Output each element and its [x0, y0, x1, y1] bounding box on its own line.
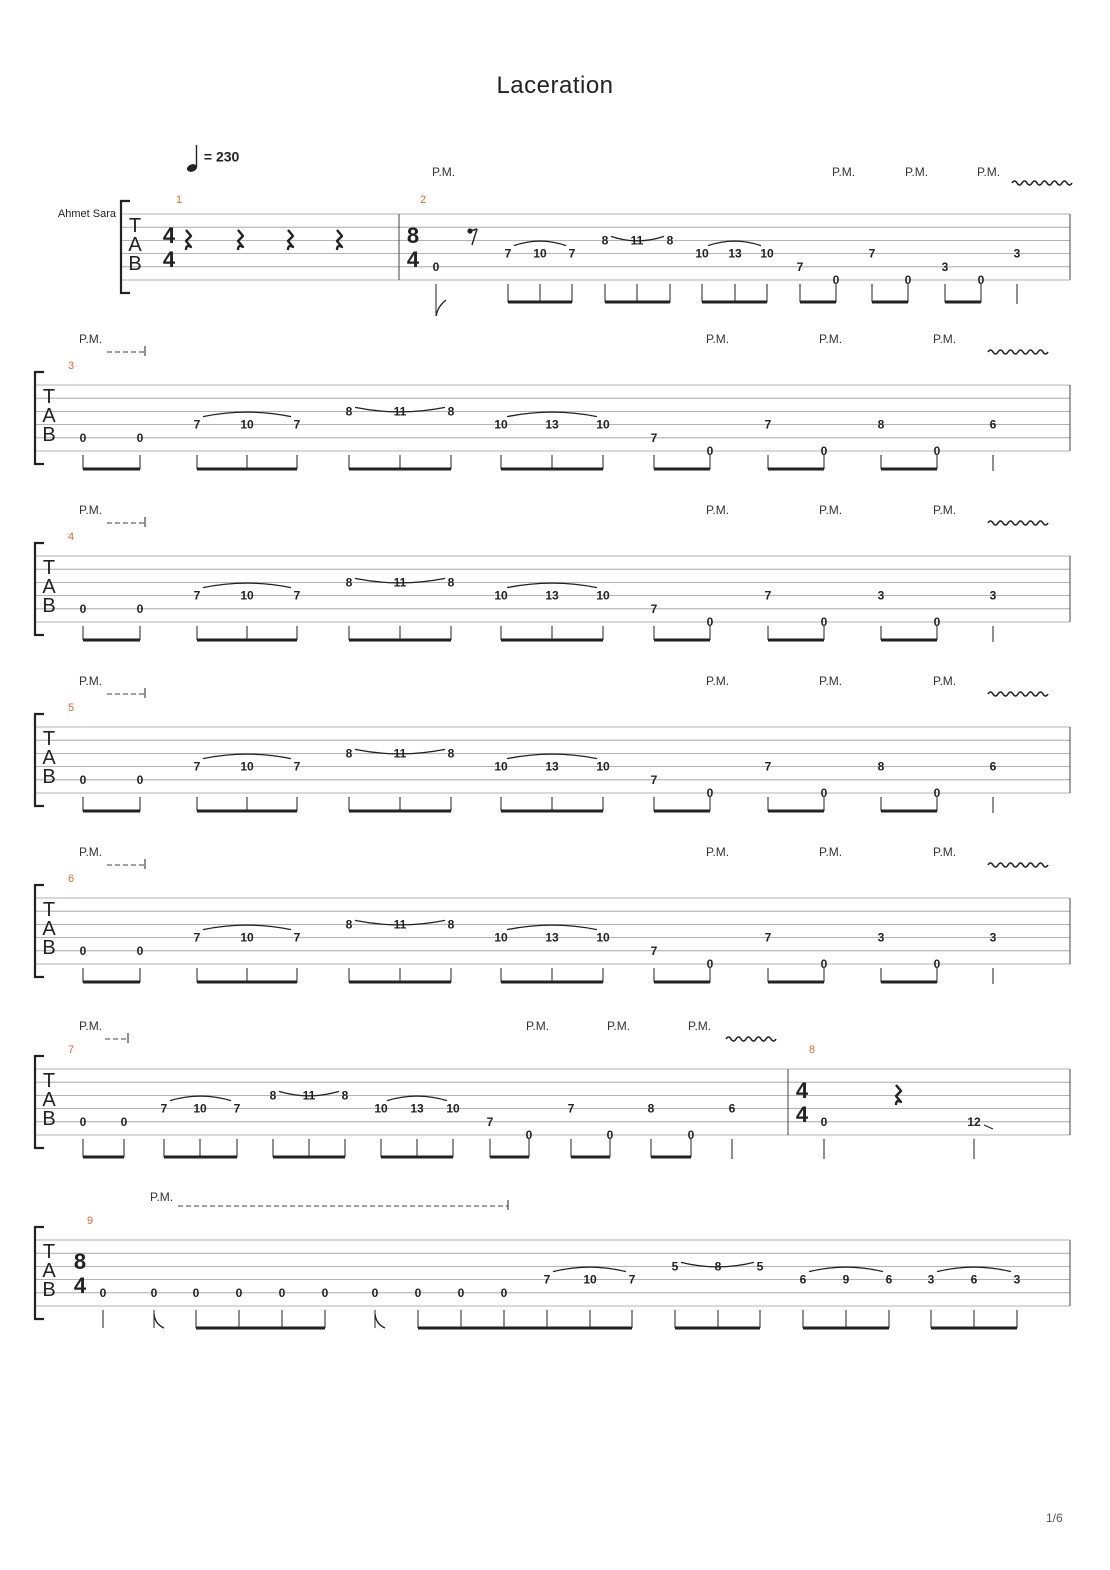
- palm-mute-label: P.M.: [819, 332, 843, 346]
- fret-number: 13: [410, 1101, 424, 1116]
- tab-clef-letter: T: [42, 728, 56, 750]
- fret-number: 0: [321, 1285, 329, 1300]
- fret-number: 11: [393, 575, 407, 590]
- fret-number: 13: [728, 246, 742, 261]
- fret-number: 0: [820, 615, 828, 629]
- fret-number: 7: [650, 943, 658, 958]
- fret-number: 0: [278, 1285, 286, 1300]
- fret-number: 8: [447, 917, 455, 932]
- fret-number: 8: [345, 746, 353, 761]
- fret-number: 8: [345, 404, 353, 419]
- palm-mute-label: P.M.: [706, 845, 730, 859]
- tab-clef-letter: A: [42, 576, 56, 598]
- fret-number: 8: [341, 1088, 349, 1103]
- fret-number: 3: [1013, 246, 1021, 261]
- fret-number: 3: [941, 259, 949, 274]
- fret-number: 7: [868, 246, 876, 261]
- fret-number: 7: [293, 759, 301, 774]
- tab-clef-letter: A: [42, 1260, 56, 1282]
- tab-clef-letter: B: [42, 937, 56, 959]
- fret-number: 7: [543, 1272, 551, 1287]
- tie-slur: [387, 1096, 447, 1101]
- vibrato-mark: [1012, 181, 1072, 185]
- fret-number: 0: [192, 1285, 200, 1300]
- fret-number: 10: [240, 930, 254, 945]
- note-flag: [375, 1314, 385, 1328]
- tab-clef-letter: B: [42, 595, 56, 617]
- fret-number: 0: [687, 1128, 695, 1142]
- fret-number: 11: [302, 1088, 316, 1103]
- fret-number: 7: [504, 246, 512, 261]
- fret-number: 10: [240, 588, 254, 603]
- measure-number: 1: [175, 194, 183, 206]
- tab-clef-letter: T: [42, 899, 56, 921]
- fret-number: 7: [650, 772, 658, 787]
- fret-number: 7: [628, 1272, 636, 1287]
- fret-number: 8: [447, 746, 455, 761]
- fret-number: 8: [877, 759, 885, 774]
- palm-mute-label: P.M.: [933, 503, 957, 517]
- fret-number: 7: [293, 930, 301, 945]
- fret-number: 10: [193, 1101, 207, 1116]
- fret-number: 7: [193, 588, 201, 603]
- fret-number: 0: [525, 1128, 533, 1142]
- time-signature-top: 8: [406, 223, 420, 248]
- fret-number: 5: [756, 1259, 764, 1274]
- vibrato-mark: [988, 521, 1048, 525]
- fret-number: 8: [345, 575, 353, 590]
- fret-number: 7: [796, 259, 804, 274]
- fret-number: 10: [596, 417, 610, 432]
- palm-mute-label: P.M.: [150, 1190, 174, 1204]
- time-signature-bottom: 4: [406, 247, 420, 272]
- fret-number: 8: [447, 404, 455, 419]
- fret-number: 0: [820, 1114, 828, 1129]
- fret-number: 0: [120, 1114, 128, 1129]
- palm-mute-label: P.M.: [819, 674, 843, 688]
- tie-slur: [203, 925, 291, 930]
- fret-number: 0: [136, 430, 144, 445]
- vibrato-mark: [988, 863, 1048, 867]
- fret-number: 0: [706, 957, 714, 971]
- vibrato-mark: [988, 350, 1048, 354]
- tie-slur: [507, 754, 597, 759]
- palm-mute-label: P.M.: [706, 332, 730, 346]
- fret-number: 7: [567, 1101, 575, 1116]
- tie-slur: [937, 1267, 1011, 1272]
- fret-number: 13: [545, 930, 559, 945]
- fret-number: 0: [820, 786, 828, 800]
- tie-slur: [203, 754, 291, 759]
- palm-mute-label: P.M.: [933, 845, 957, 859]
- tab-clef-letter: T: [42, 1070, 56, 1092]
- palm-mute-label: P.M.: [977, 165, 1001, 179]
- palm-mute-label: P.M.: [706, 503, 730, 517]
- palm-mute-label: P.M.: [432, 165, 456, 179]
- tab-clef-letter: B: [128, 253, 142, 275]
- palm-mute-label: P.M.: [832, 165, 856, 179]
- fret-number: 8: [345, 917, 353, 932]
- tab-clef-letter: A: [42, 405, 56, 427]
- palm-mute-label: P.M.: [688, 1019, 712, 1033]
- fret-number: 3: [989, 588, 997, 603]
- fret-number: 10: [583, 1272, 597, 1287]
- fret-number: 6: [989, 417, 997, 432]
- fret-number: 11: [630, 233, 644, 248]
- fret-number: 6: [885, 1272, 893, 1287]
- measure-number: 9: [86, 1215, 94, 1227]
- tab-clef-letter: B: [42, 424, 56, 446]
- fret-number: 6: [799, 1272, 807, 1287]
- fret-number: 0: [904, 273, 912, 287]
- fret-number: 7: [160, 1101, 168, 1116]
- fret-number: 0: [820, 957, 828, 971]
- fret-number: 7: [193, 417, 201, 432]
- time-signature-top: 4: [162, 223, 176, 248]
- page-number: 1/6: [1046, 1511, 1063, 1525]
- fret-number: 0: [706, 786, 714, 800]
- fret-number: 7: [650, 601, 658, 616]
- fret-number: 10: [374, 1101, 388, 1116]
- fret-number: 0: [706, 444, 714, 458]
- measure-number: 5: [67, 702, 75, 714]
- palm-mute-label: P.M.: [819, 503, 843, 517]
- fret-number: 0: [500, 1285, 508, 1300]
- palm-mute-label: P.M.: [79, 503, 103, 517]
- fret-number: 10: [596, 588, 610, 603]
- fret-number: 0: [136, 601, 144, 616]
- tie-slur: [514, 241, 566, 246]
- fret-number: 0: [136, 943, 144, 958]
- tab-clef-letter: A: [42, 747, 56, 769]
- palm-mute-label: P.M.: [79, 845, 103, 859]
- fret-number: 7: [764, 759, 772, 774]
- slide-out-mark: [984, 1125, 993, 1129]
- fret-number: 0: [79, 943, 87, 958]
- fret-number: 0: [414, 1285, 422, 1300]
- fret-number: 7: [764, 417, 772, 432]
- fret-number: 0: [432, 259, 440, 274]
- fret-number: 0: [79, 1114, 87, 1129]
- note-flag: [436, 300, 446, 316]
- fret-number: 6: [970, 1272, 978, 1287]
- fret-number: 3: [877, 930, 885, 945]
- tempo-value: = 230: [203, 148, 240, 165]
- fret-number: 6: [989, 759, 997, 774]
- tie-slur: [507, 412, 597, 417]
- fret-number: 0: [832, 273, 840, 287]
- fret-number: 0: [933, 444, 941, 458]
- fret-number: 10: [494, 588, 508, 603]
- fret-number: 8: [601, 233, 609, 248]
- fret-number: 0: [136, 772, 144, 787]
- time-signature-top: 8: [73, 1249, 87, 1274]
- fret-number: 7: [193, 930, 201, 945]
- fret-number: 11: [393, 746, 407, 761]
- tab-clef-letter: T: [42, 386, 56, 408]
- fret-number: 10: [240, 417, 254, 432]
- fret-number: 13: [545, 417, 559, 432]
- fret-number: 7: [233, 1101, 241, 1116]
- note-flag: [154, 1314, 164, 1328]
- tie-slur: [507, 583, 597, 588]
- fret-number: 7: [764, 930, 772, 945]
- time-signature-bottom: 4: [73, 1273, 87, 1298]
- measure-number: 4: [67, 531, 75, 543]
- fret-number: 10: [533, 246, 547, 261]
- fret-number: 0: [977, 273, 985, 287]
- fret-number: 0: [79, 430, 87, 445]
- fret-number: 7: [293, 588, 301, 603]
- fret-number: 0: [457, 1285, 465, 1300]
- fret-number: 10: [494, 759, 508, 774]
- tab-clef-letter: T: [128, 215, 142, 237]
- tab-clef-letter: T: [42, 557, 56, 579]
- fret-number: 10: [596, 930, 610, 945]
- tie-slur: [809, 1267, 883, 1272]
- tab-clef-letter: B: [42, 1279, 56, 1301]
- fret-number: 0: [820, 444, 828, 458]
- fret-number: 0: [79, 772, 87, 787]
- fret-number: 0: [99, 1285, 107, 1300]
- vibrato-mark: [988, 692, 1048, 696]
- fret-number: 8: [666, 233, 674, 248]
- palm-mute-label: P.M.: [79, 332, 103, 346]
- tie-slur: [507, 925, 597, 930]
- fret-number: 5: [671, 1259, 679, 1274]
- fret-number: 13: [545, 759, 559, 774]
- eighth-rest-stem: [472, 229, 477, 245]
- tab-clef-letter: A: [42, 918, 56, 940]
- fret-number: 3: [989, 930, 997, 945]
- measure-number: 6: [67, 873, 75, 885]
- fret-number: 10: [494, 417, 508, 432]
- tie-slur: [170, 1096, 231, 1101]
- fret-number: 6: [728, 1101, 736, 1116]
- fret-number: 10: [446, 1101, 460, 1116]
- fret-number: 10: [596, 759, 610, 774]
- fret-number: 0: [606, 1128, 614, 1142]
- fret-number: 8: [447, 575, 455, 590]
- fret-number: 0: [371, 1285, 379, 1300]
- fret-number: 8: [647, 1101, 655, 1116]
- tab-clef-letter: A: [42, 1089, 56, 1111]
- measure-number: 3: [67, 360, 75, 372]
- fret-number: 3: [927, 1272, 935, 1287]
- tie-slur: [203, 583, 291, 588]
- fret-number: 11: [393, 404, 407, 419]
- vibrato-mark: [726, 1037, 776, 1041]
- fret-number: 8: [877, 417, 885, 432]
- palm-mute-label: P.M.: [79, 674, 103, 688]
- palm-mute-label: P.M.: [526, 1019, 550, 1033]
- fret-number: 7: [650, 430, 658, 445]
- fret-number: 11: [393, 917, 407, 932]
- fret-number: 10: [240, 759, 254, 774]
- fret-number: 8: [269, 1088, 277, 1103]
- tie-slur: [708, 241, 761, 246]
- fret-number: 7: [486, 1114, 494, 1129]
- fret-number: 0: [933, 957, 941, 971]
- tab-clef-letter: B: [42, 1108, 56, 1130]
- tab-clef-letter: T: [42, 1241, 56, 1263]
- fret-number: 0: [235, 1285, 243, 1300]
- palm-mute-label: P.M.: [607, 1019, 631, 1033]
- fret-number: 10: [695, 246, 709, 261]
- palm-mute-label: P.M.: [79, 1019, 103, 1033]
- palm-mute-label: P.M.: [905, 165, 929, 179]
- fret-number: 0: [706, 615, 714, 629]
- palm-mute-label: P.M.: [933, 674, 957, 688]
- measure-number: 2: [419, 194, 427, 206]
- measure-number: 8: [808, 1044, 816, 1056]
- fret-number: 13: [545, 588, 559, 603]
- song-title: Laceration: [496, 72, 614, 99]
- tab-clef-letter: A: [128, 234, 142, 256]
- fret-number: 0: [933, 615, 941, 629]
- fret-number: 3: [1013, 1272, 1021, 1287]
- palm-mute-label: P.M.: [706, 674, 730, 688]
- fret-number: 10: [760, 246, 774, 261]
- fret-number: 10: [494, 930, 508, 945]
- time-signature-bottom: 4: [162, 247, 176, 272]
- fret-number: 7: [193, 759, 201, 774]
- fret-number: 7: [764, 588, 772, 603]
- fret-number: 0: [150, 1285, 158, 1300]
- fret-number: 8: [714, 1259, 722, 1274]
- palm-mute-label: P.M.: [819, 845, 843, 859]
- time-signature-top: 4: [795, 1078, 809, 1103]
- track-name: Ahmet Sara: [57, 208, 116, 220]
- fret-number: 9: [842, 1272, 850, 1287]
- time-signature-bottom: 4: [795, 1102, 809, 1127]
- fret-number: 0: [79, 601, 87, 616]
- tie-slur: [553, 1267, 626, 1272]
- fret-number: 7: [568, 246, 576, 261]
- tie-slur: [203, 412, 291, 417]
- tab-clef-letter: B: [42, 766, 56, 788]
- fret-number: 12: [967, 1114, 981, 1129]
- palm-mute-label: P.M.: [933, 332, 957, 346]
- fret-number: 7: [293, 417, 301, 432]
- fret-number: 0: [933, 786, 941, 800]
- fret-number: 3: [877, 588, 885, 603]
- measure-number: 7: [67, 1044, 75, 1056]
